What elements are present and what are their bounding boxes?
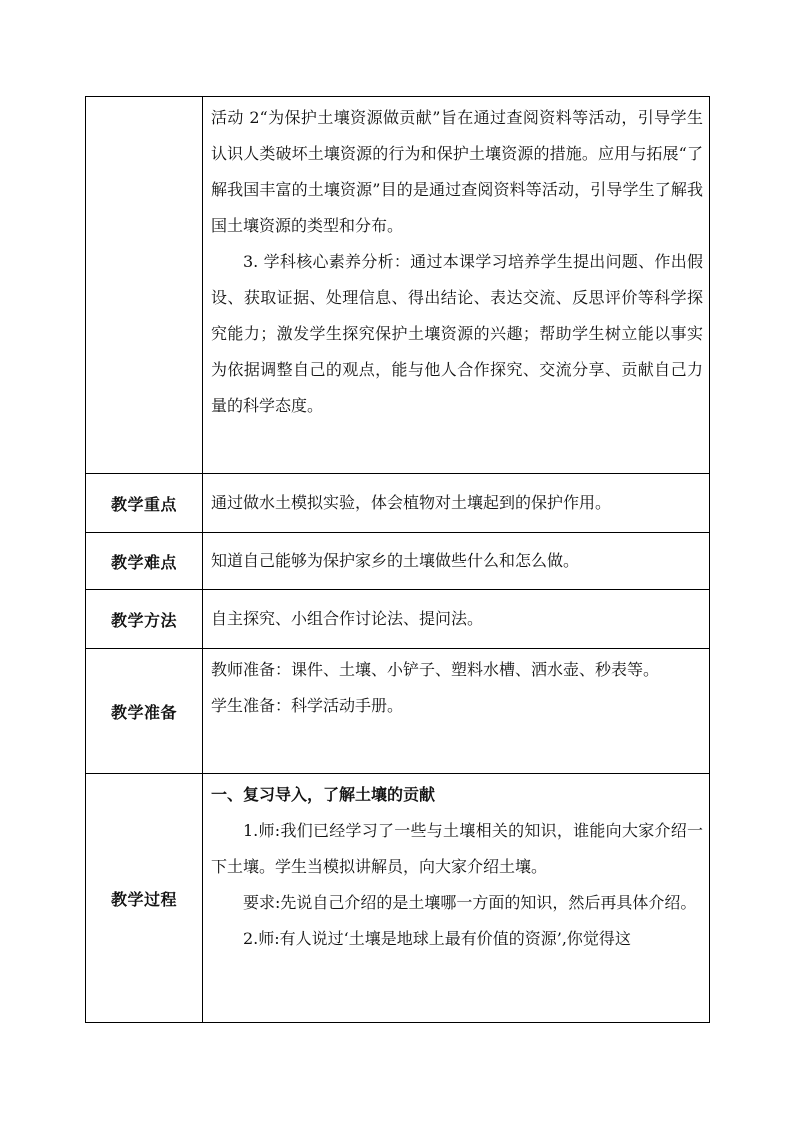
table-row-key-points xyxy=(86,474,710,533)
process-section-heading: 一、复习导入，了解土壤的贡献 xyxy=(211,785,436,804)
key-points-text: 通过做水土模拟实验，体会植物对土壤起到的保护作用。 xyxy=(211,492,612,512)
row-content-analysis xyxy=(203,97,710,474)
row-label-key-points: 教学重点 xyxy=(86,474,203,533)
table-row-process xyxy=(86,774,710,1023)
process-requirement: 要求:先说自己介绍的是土壤哪一方面的知识，然后再具体介绍。 xyxy=(243,893,697,912)
row-content-methods xyxy=(203,590,710,649)
paragraph-activity-2: 活动 2“为保护土壤资源做贡献”旨在通过查阅资料等活动，引导学生认识人类破坏土壤资源的行为和保护土壤资源的措施。应用与拓展“了解我国丰富的土壤资源”目的是通过查阅资料等活动，引导学生了解我国土壤资源的类型和分布。 xyxy=(211,108,703,235)
student-preparation-text: 学生准备：科学活动手册。 xyxy=(211,696,404,715)
row-label-process: 教学过程 xyxy=(86,774,203,1023)
row-content-process xyxy=(203,774,710,1023)
row-content-difficulties xyxy=(203,533,710,590)
lesson-plan-table xyxy=(85,96,710,1023)
teacher-preparation-text: 教师准备：课件、土壤、小铲子、塑料水槽、洒水壶、秒表等。 xyxy=(211,660,660,679)
row-label-preparation: 教学准备 xyxy=(86,649,203,774)
process-step-2: 2.师:有人说过‘土壤是地球上最有价值的资源’,你觉得这 xyxy=(243,929,631,948)
methods-text: 自主探究、小组合作讨论法、提问法。 xyxy=(211,608,484,628)
process-step-1: 1.师:我们已经学习了一些与土壤相关的知识，谁能向大家介绍一下土壤。学生当模拟讲解员，向大家介绍土壤。 xyxy=(211,821,703,876)
row-content-key-points xyxy=(203,474,710,533)
row-label-difficulties: 教学难点 xyxy=(86,533,203,590)
difficulties-text: 知道自己能够为保护家乡的土壤做些什么和怎么做。 xyxy=(211,550,580,570)
table-row-analysis xyxy=(86,97,710,474)
row-content-preparation xyxy=(203,649,710,774)
row-label-methods: 教学方法 xyxy=(86,590,203,649)
table-row-difficulties xyxy=(86,533,710,590)
table-row-preparation xyxy=(86,649,710,774)
row-label-empty xyxy=(86,97,203,474)
table-row-methods xyxy=(86,590,710,649)
paragraph-core-literacy: 3. 学科核心素养分析：通过本课学习培养学生提出问题、作出假设、获取证据、处理信息、得出结论、表达交流、反思评价等科学探究能力；激发学生探究保护土壤资源的兴趣；帮助学生树立能以事实为依据调整自己的观点，能与他人合作探究、交流分享、贡献自己力量的科学态度。 xyxy=(211,252,703,415)
